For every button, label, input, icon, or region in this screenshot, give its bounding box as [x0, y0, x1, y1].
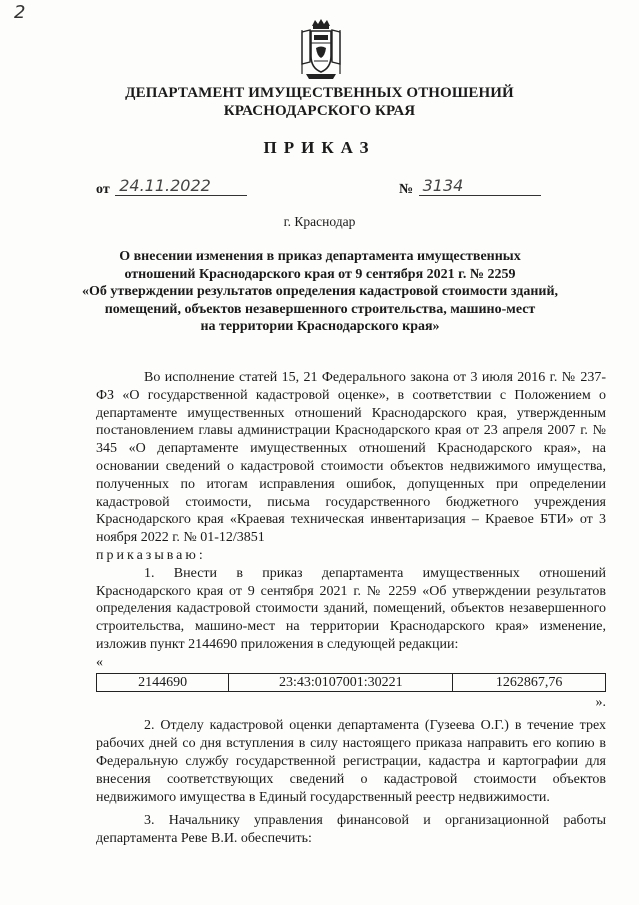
order-subject	[60, 248, 580, 336]
cadastral-value-table	[96, 673, 606, 692]
number-prefix: №	[399, 182, 414, 197]
subject-line: «Об утверждении результатов определения кадастровой стоимости зданий,	[81, 284, 559, 299]
document-type-title: ПРИКАЗ	[263, 138, 376, 157]
coat-of-arms-icon	[298, 18, 344, 82]
department-name-line-1: ДЕПАРТАМЕНТ ИМУЩЕСТВЕННЫХ ОТНОШЕНИЙ	[125, 85, 514, 101]
subject-line: отношений Краснодарского края от 9 сентября 2021 г. № 2259	[124, 266, 516, 282]
item-number-cell: 2144690	[97, 673, 229, 691]
cadastral-number-cell: 23:43:0107001:30221	[229, 673, 453, 691]
order-number-row	[399, 178, 541, 198]
cadastral-value-cell: 1262867,76	[453, 673, 606, 691]
quote-close-mark: ».	[595, 694, 606, 710]
order-number-handwritten: 3134	[419, 176, 541, 196]
intro-paragraph: Во исполнение статей 15, 21 Федерального закона от 3 июля 2016 г. № 237-ФЗ «О государственной кадастровой оценке», в соответствии с Положением о департаменте имущественных отношений Краснодарского края, утвержденным постановлением главы администрации Краснодарского края от 23 апреля 2007 г. № 345 «О департаменте имущественных отношений Краснодарского края», на основании сведений о кадастровой стоимости объектов недвижимого имущества, полученных по итогам исправления ошибок, допущенных при определении кадастровой стоимости, письма государственного бюджетного учреждения Краснодарского края «Краевая техническая инвентаризация – Краевое БТИ» от 3 ноября 2022 г. № 01-12/3851	[96, 370, 606, 546]
page-number-mark: 2	[14, 2, 26, 23]
department-name	[0, 84, 639, 120]
order-date-handwritten: 24.11.2022	[115, 176, 247, 196]
order-body	[96, 369, 606, 848]
city-line: г. Краснодар	[283, 214, 356, 229]
order-date-row	[96, 178, 247, 198]
item-2-paragraph: 2. Отделу кадастровой оценки департамента (Гузеева О.Г.) в течение трех рабочих дней со дня вступления в силу настоящего приказа направить его копию в Федеральную службу государственной регистрации, кадастра и картографии для внесения соответствующих сведений о кадастровой стоимости объектов недвижимого имущества в Единый государственный реестр недвижимости.	[96, 718, 606, 805]
subject-line: на территории Краснодарского края»	[200, 319, 440, 334]
item-3-paragraph: 3. Начальнику управления финансовой и организационной работы департамента Реве В.И. обеспечить:	[96, 813, 606, 847]
table-row	[97, 673, 606, 691]
date-prefix: от	[96, 182, 110, 197]
subject-line: помещений, объектов незавершенного строительства, машино-мест	[104, 301, 536, 317]
order-keyword: приказываю:	[96, 547, 206, 563]
department-name-line-2: КРАСНОДАРСКОГО КРАЯ	[223, 103, 416, 119]
subject-line: О внесении изменения в приказ департамента имущественных	[119, 249, 521, 264]
quote-open-mark: «	[96, 654, 103, 670]
item-1-paragraph: 1. Внести в приказ департамента имущественных отношений Краснодарского края от 9 сентября 2021 г. № 2259 «Об утверждении результатов определения кадастровой стоимости зданий, помещений, объектов незавершенного строительства, машино-мест на территории Краснодарского края» изменение, изложив пункт 2144690 приложения в следующей редакции:	[96, 565, 606, 652]
